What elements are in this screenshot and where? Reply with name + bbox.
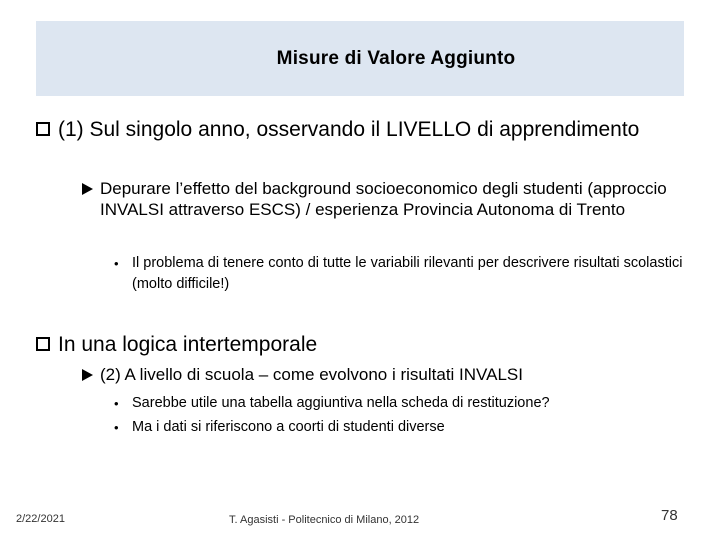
- page-number: 78: [661, 507, 678, 524]
- bullet-1-sub-text: Depurare l’effetto del background socioeconomico degli studenti (approccio INVALSI attraverso ESCS) / esperienza Provincia Autonoma di Trento: [100, 179, 667, 219]
- bullet-2-sub-text: (2) A livello di scuola – come evolvono i risultati INVALSI: [100, 365, 523, 384]
- bullet-2-subsub-1: [114, 393, 704, 414]
- bullet-1-text: (1) Sul singolo anno, osservando il LIVELLO di apprendimento: [58, 118, 640, 141]
- bullet-2-subsub-2-text: Ma i dati si riferiscono a coorti di studenti diverse: [132, 419, 445, 435]
- bullet-2-sub: [82, 364, 702, 385]
- bullet-1-sub: [82, 178, 702, 220]
- bullet-1-subsub: [114, 253, 704, 295]
- footer-date: 2/22/2021: [16, 513, 65, 525]
- hollow-square-bullet-icon: [36, 122, 50, 136]
- bullet-2-subsub-1-text: Sarebbe utile una tabella aggiuntiva nella scheda di restituzione?: [132, 395, 550, 411]
- triangle-bullet-icon: [82, 369, 93, 381]
- bullet-2: [36, 331, 646, 358]
- hollow-square-bullet-icon: [36, 337, 50, 351]
- bullet-2-text: In una logica intertemporale: [58, 333, 318, 356]
- footer-author: T. Agasisti - Politecnico di Milano, 2012: [229, 514, 420, 526]
- dot-bullet-icon: •: [114, 396, 119, 411]
- bullet-1-subsub-text: Il problema di tenere conto di tutte le variabili rilevanti per descrivere risultati scolastici (molto difficile!): [132, 255, 683, 292]
- dot-bullet-icon: •: [114, 256, 119, 271]
- bullet-1: [36, 116, 646, 143]
- triangle-bullet-icon: [82, 183, 93, 195]
- slide-title: Misure di Valore Aggiunto: [276, 47, 516, 69]
- title-bar: [36, 21, 684, 96]
- dot-bullet-icon: •: [114, 420, 119, 435]
- bullet-2-subsub-2: [114, 417, 704, 438]
